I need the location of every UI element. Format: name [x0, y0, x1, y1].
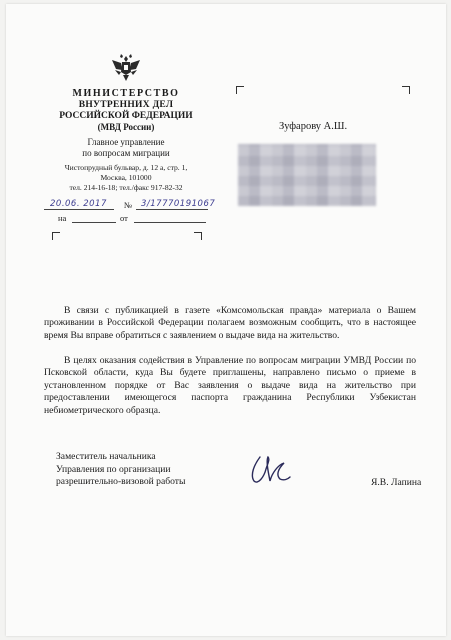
letter-date: 20.06. 2017 — [50, 199, 107, 209]
ministry-abbrev: (МВД России) — [97, 122, 155, 132]
na-underline — [72, 222, 116, 223]
signer-title-line2: Управления по организации — [56, 463, 171, 475]
ot-label: от — [120, 213, 128, 223]
corner-mark — [236, 86, 244, 94]
corner-mark — [402, 86, 410, 94]
number-underline — [136, 209, 208, 210]
na-label: на — [58, 213, 67, 223]
signer-title-line3: разрешительно-визовой работы — [56, 476, 186, 488]
address-phone-line: тел. 214-16-18; тел./факс 917-82-32 — [69, 183, 183, 192]
ministry-name-line3: РОССИЙСКОЙ ФЕДЕРАЦИИ — [59, 111, 193, 121]
redacted-address — [238, 144, 376, 206]
date-underline — [44, 209, 114, 210]
address-line2: Москва, 101000 — [100, 173, 152, 182]
ministry-name-line2: ВНУТРЕННИХ ДЕЛ — [78, 100, 174, 110]
corner-mark — [194, 232, 202, 240]
corner-mark — [52, 232, 60, 240]
signer-title — [56, 451, 185, 489]
letter-page — [6, 4, 446, 636]
body-paragraph-2: В целях оказания содействия в Управление по вопросам миграции УМВД России по Псковской области, куда Вы будете приглашены, направлено письмо о приеме в установленном порядке от Вас заявления о выдаче вида на жительство при предоставлении имеющегося паспорта гражданина Республики Узбекистан небиометрического образца. — [44, 355, 416, 416]
recipient-name: Зуфарову А.Ш. — [279, 121, 348, 132]
department-line1: Главное управление — [87, 137, 165, 147]
handwritten-signature — [246, 451, 294, 489]
body-paragraph-1: В связи с публикацией в газете «Комсомольская правда» материала о Вашем проживании в Российской Федерации полагаем возможным сообщить, что в настоящее время Вы вправе обратиться с заявлением о выдаче вида на жительство. — [44, 305, 416, 341]
number-label: № — [124, 200, 133, 210]
ot-underline — [134, 222, 206, 223]
signer-name: Я.В. Лапина — [371, 477, 422, 488]
signer-title-line1: Заместитель начальника — [56, 451, 156, 462]
ministry-name-line1: МИНИСТЕРСТВО — [72, 88, 180, 99]
letter-number: 3/17770191067 — [141, 199, 216, 209]
address-line1: Чистопрудный бульвар, д. 12 а, стр. 1, — [64, 163, 188, 172]
eagle-emblem-icon — [109, 50, 143, 84]
department-line2: по вопросам миграции — [82, 148, 170, 158]
